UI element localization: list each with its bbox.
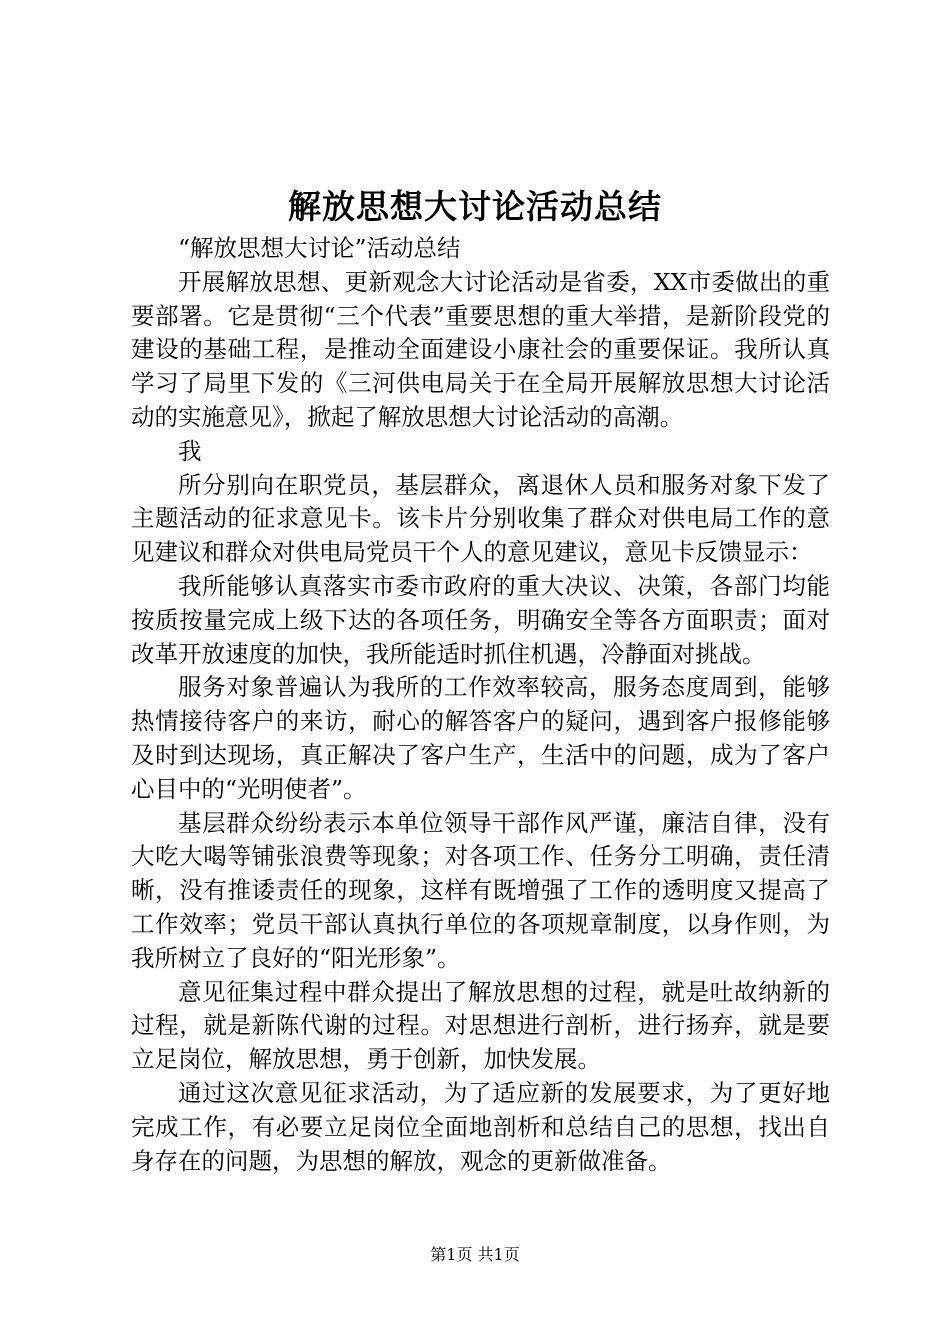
paragraph: 服务对象普遍认为我所的工作效率较高，服务态度周到，能够热情接待客户的来访，耐心的解答客户的疑问，遇到客户报修能够及时到达现场，真正解决了客户生产，生活中的问题，成为了客户心目中的“光明使者”。 <box>131 673 830 803</box>
page-footer: 第1页 共1页 <box>430 1245 520 1264</box>
document-title: 解放思想大讨论活动总结 <box>288 187 662 226</box>
document-body <box>131 232 830 1178</box>
paragraph: 通过这次意见征求活动，为了适应新的发展要求，为了更好地完成工作，有必要立足岗位全面地剖析和总结自己的思想，找出自身存在的问题，为思想的解放，观念的更新做准备。 <box>131 1078 830 1175</box>
paragraph-subtitle: “解放思想大讨论”活动总结 <box>178 234 461 262</box>
paragraph: 开展解放思想、更新观念大讨论活动是省委，XX市委做出的重要部署。它是贯彻“三个代表”重要思想的重大举措，是新阶段党的建设的基础工程，是推动全面建设小康社会的重要保证。我所认真学习了局里下发的《三河供电局关于在全局开展解放思想大讨论活动的实施意见》，掀起了解放思想大讨论活动的高潮。 <box>131 267 830 431</box>
paragraph: 意见征集过程中群众提出了解放思想的过程，就是吐故纳新的过程，就是新陈代谢的过程。对思想进行剖析，进行扬弃，就是要立足岗位，解放思想，勇于创新，加快发展。 <box>131 977 830 1074</box>
paragraph: 我所能够认真落实市委市政府的重大决议、决策，各部门均能按质按量完成上级下达的各项任务，明确安全等各方面职责；面对改革开放速度的加快，我所能适时抓住机遇，冷静面对挑战。 <box>131 571 830 668</box>
paragraph: 我 <box>178 436 202 465</box>
paragraph: 所分别向在职党员，基层群众，离退休人员和服务对象下发了主题活动的征求意见卡。该卡片分别收集了群众对供电局工作的意见建议和群众对供电局党员干个人的意见建议，意见卡反馈显示： <box>131 470 830 567</box>
paragraph: 基层群众纷纷表示本单位领导干部作风严谨，廉洁自律，没有大吃大喝等铺张浪费等现象；对各项工作、任务分工明确，责任清晰，没有推诿责任的现象，这样有既增强了工作的透明度又提高了工作效率；党员干部认真执行单位的各项规章制度，以身作则，为我所树立了良好的“阳光形象”。 <box>131 808 830 972</box>
